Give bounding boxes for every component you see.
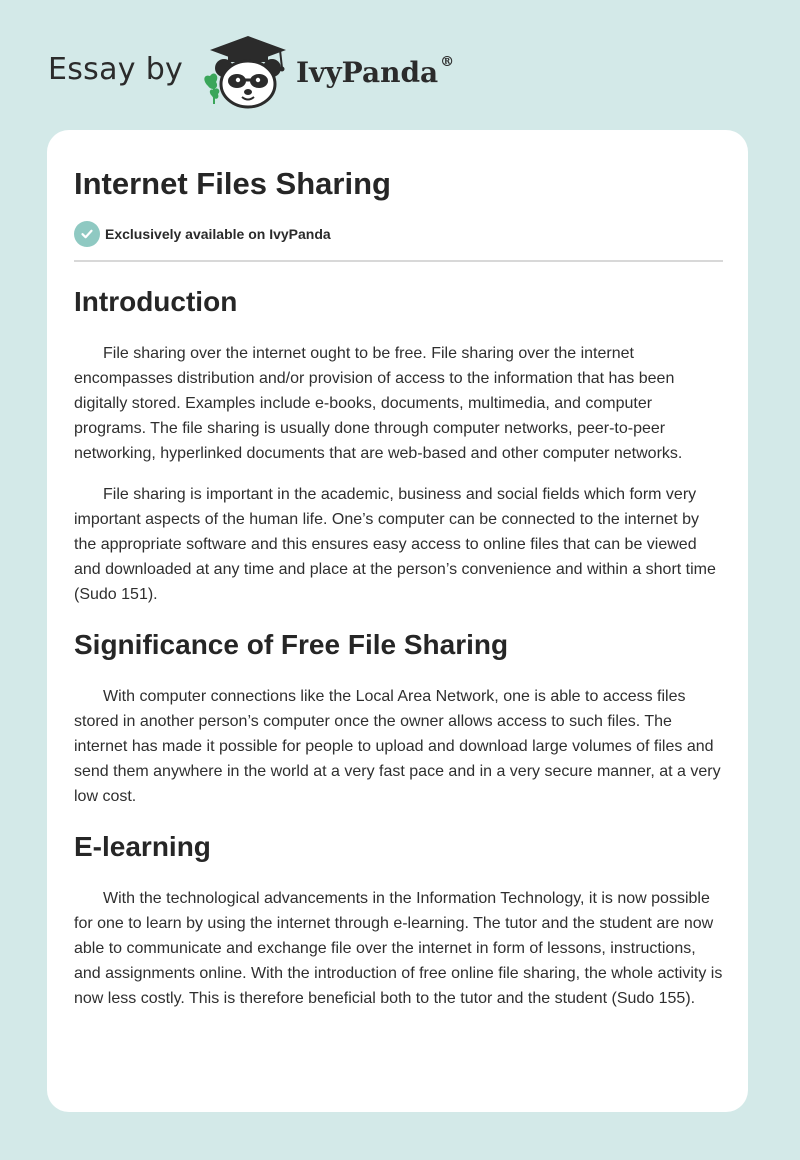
section-heading-introduction: Introduction xyxy=(74,286,238,317)
title-divider xyxy=(74,260,723,262)
section-heading-significance: Significance of Free File Sharing xyxy=(74,629,509,660)
brand-name xyxy=(296,56,454,89)
panda-mascot-icon xyxy=(200,34,296,110)
registered-mark: ® xyxy=(440,54,455,70)
brand-name-text: IvyPanda xyxy=(296,56,439,89)
article-content xyxy=(74,164,723,1011)
essay-by-label: Essay by xyxy=(48,52,184,87)
site-header xyxy=(48,34,488,114)
paragraph: File sharing is important in the academic, business and social fields which form very important aspects of the human life. One’s computer can be connected to the internet by the appropriate software and this ensures easy access to online files that can be viewed and downloaded at any time and place at the person’s convenience and within a short time (Sudo 151). xyxy=(74,486,716,603)
paragraph: With computer connections like the Local Area Network, one is able to access files stored in another person’s computer once the owner allows access to such files. The internet has made it possible for people to upload and download large volumes of files and send them anywhere in the world at a very fast pace and in a very secure manner, at a very low cost. xyxy=(74,688,721,805)
page-title: Internet Files Sharing xyxy=(74,166,391,201)
checkmark-icon xyxy=(74,221,100,247)
exclusive-badge-label: Exclusively available on IvyPanda xyxy=(105,226,331,242)
exclusive-badge xyxy=(74,220,723,248)
section-heading-e-learning: E-learning xyxy=(74,831,211,862)
paragraph: With the technological advancements in the Information Technology, it is now possible for one to learn by using the internet through e-learning. The tutor and the student are now able to communicate and exchange file over the internet in form of lessons, instructions, and assignments online. With the introduction of free online file sharing, the whole activity is now less costly. This is therefore beneficial both to the tutor and the student (Sudo 155). xyxy=(74,890,723,1007)
article-card xyxy=(47,130,748,1112)
paragraph: File sharing over the internet ought to be free. File sharing over the internet encompasses distribution and/or provision of access to the information that has been digitally stored. Examples include e-books, documents, multimedia, and computer programs. The file sharing is usually done through computer networks, peer-to-peer networking, hyperlinked documents that are web-based and other computer networks. xyxy=(74,345,683,462)
